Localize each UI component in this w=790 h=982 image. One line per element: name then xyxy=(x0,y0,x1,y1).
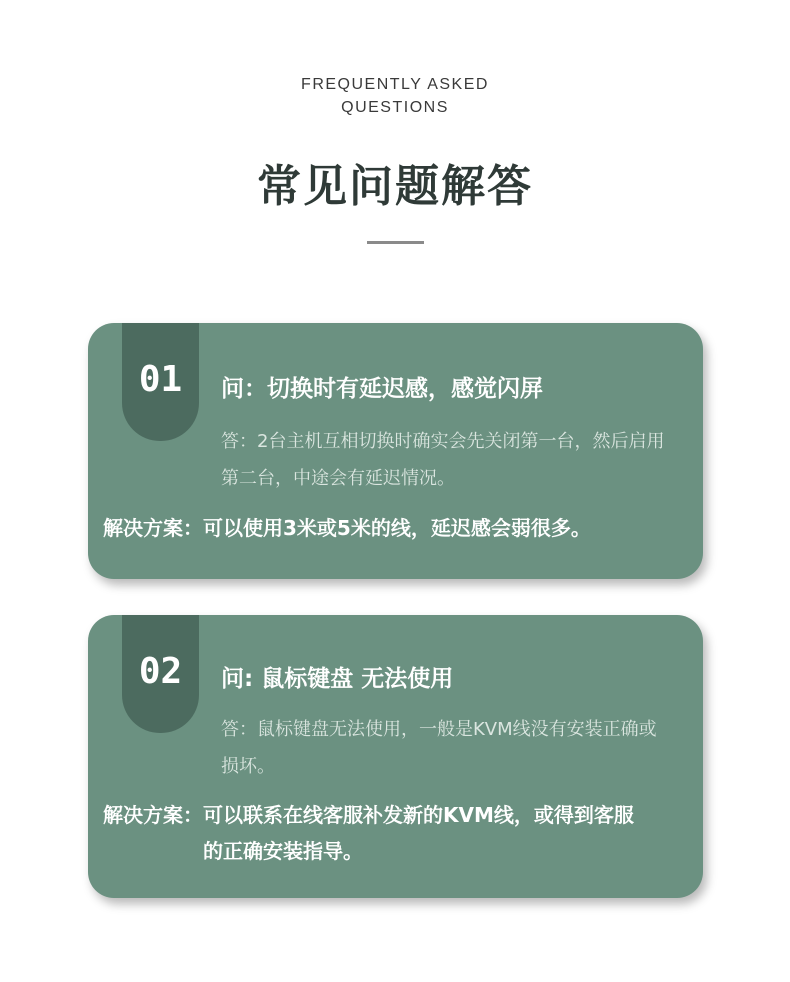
solution-label: 解决方案： xyxy=(103,516,203,540)
solution-text: 可以联系在线客服补发新的KVM线，或得到客服的正确安装指导。 xyxy=(203,803,634,863)
english-heading-line1: FREQUENTLY ASKED xyxy=(301,76,489,93)
faq-solution xyxy=(103,510,591,546)
title-divider xyxy=(367,241,424,244)
faq-card-2 xyxy=(88,615,703,898)
solution-label: 解决方案： xyxy=(103,803,203,827)
faq-number-tab xyxy=(122,323,199,441)
english-heading xyxy=(0,73,790,119)
faq-solution xyxy=(103,797,643,869)
faq-answer: 答：鼠标键盘无法使用，一般是KVM线没有安装正确或损坏。 xyxy=(221,719,657,777)
faq-card-1 xyxy=(88,323,703,579)
english-heading-line2: QUESTIONS xyxy=(341,99,449,116)
faq-question: 问：切换时有延迟感，感觉闪屏 xyxy=(221,376,543,402)
faq-question: 问: 鼠标键盘 无法使用 xyxy=(221,666,454,692)
solution-text: 可以使用3米或5米的线，延迟感会弱很多。 xyxy=(203,516,591,540)
faq-answer: 答：2台主机互相切换时确实会先关闭第一台，然后启用第二台，中途会有延迟情况。 xyxy=(221,431,665,489)
faq-number: 02 xyxy=(138,651,183,692)
faq-number: 01 xyxy=(138,359,183,400)
faq-number-tab xyxy=(122,615,199,733)
page-title: 常见问题解答 xyxy=(257,161,533,212)
